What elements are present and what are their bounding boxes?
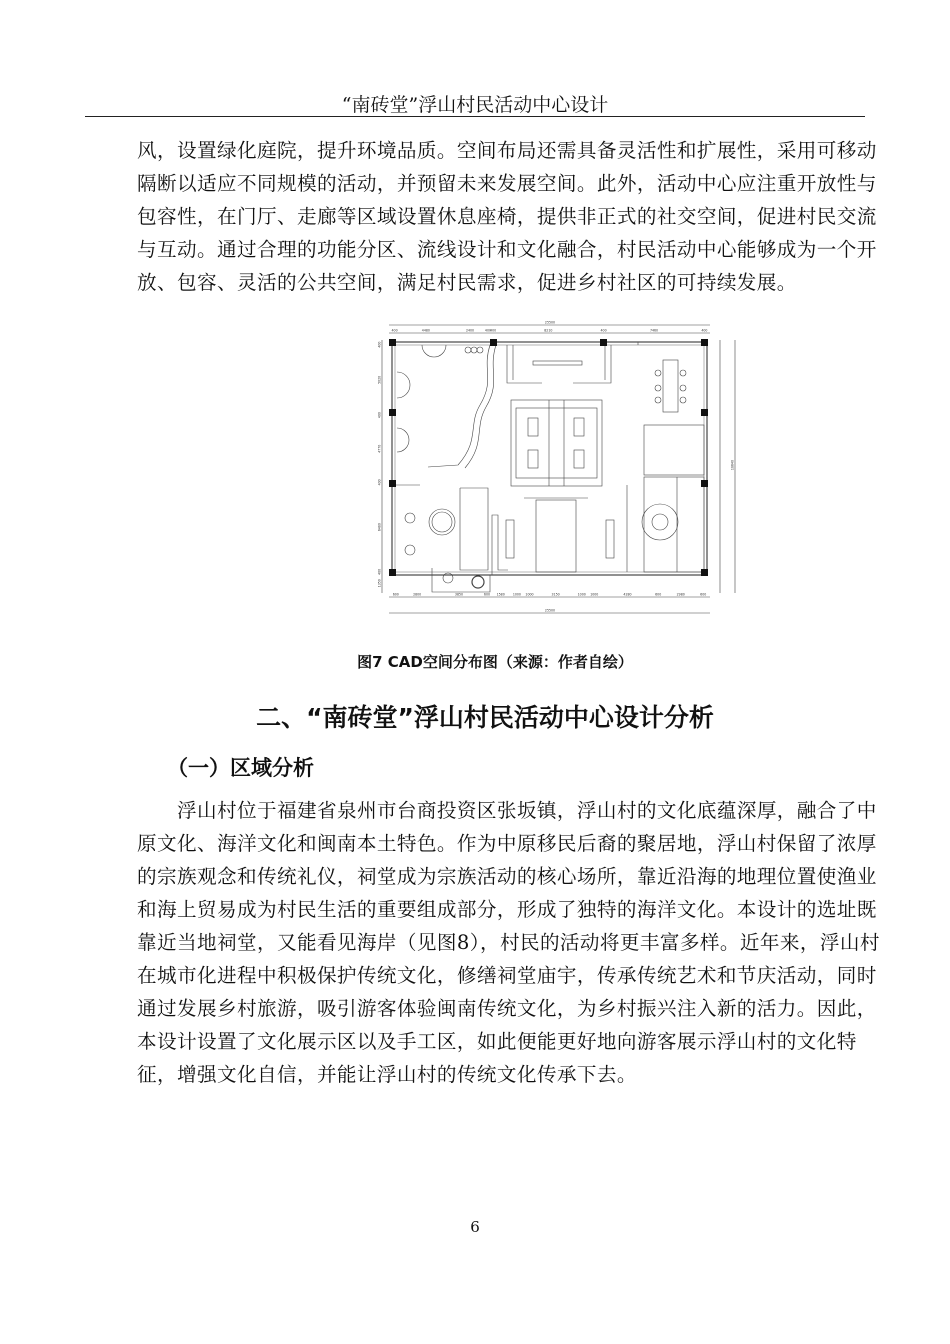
total-height-label: 18640 [730, 459, 735, 471]
dimension-label: 2800 [413, 592, 422, 597]
text-line: 通过发展乡村旅游，吸引游客体验闽南传统文化，为乡村振兴注入新的活力。因此， [137, 997, 877, 1020]
text-line: 和海上贸易成为村民生活的重要组成部分，形成了独特的海洋文化。本设计的选址既 [137, 898, 877, 921]
text-line: 风，设置绿化庭院，提升环境品质。空间布局还需具备灵活性和扩展性，采用可移动 [137, 139, 877, 162]
text-line: 浮山村位于福建省泉州市台商投资区张坂镇，浮山村的文化底蕴深厚，融合了中 [177, 799, 877, 822]
dimension-label: 400 [377, 568, 382, 575]
text-line: 包容性，在门厅、走廊等区域设置休息座椅，提供非正式的社交空间，促进村民交流 [137, 205, 877, 228]
text-line: 原文化、海洋文化和闽南本土特色。作为中原移民后裔的聚居地，浮山村保留了浓厚 [137, 832, 877, 855]
dimension-label: 600 [392, 592, 399, 597]
figure-caption: 图7 CAD空间分布图（来源：作者自绘） [357, 653, 633, 671]
page-number: 6 [470, 1218, 480, 1236]
dimension-label: 6480 [377, 523, 382, 532]
subsection-heading: （一）区域分析 [167, 756, 314, 780]
dimension-label: 2980 [676, 592, 685, 597]
header-rule [85, 116, 865, 117]
dimension-label: 400 [377, 479, 382, 486]
cad-floor-plan [370, 310, 740, 620]
dimension-label: 7460 [649, 328, 659, 333]
dimension-label: 400 [490, 328, 497, 333]
dimension-label: 4280 [623, 592, 632, 597]
dimension-label: 3850 [454, 592, 464, 597]
total-width-label: 25500 [544, 320, 556, 325]
dimension-label: 600 [700, 592, 707, 597]
dimension-label: 5020 [377, 375, 382, 384]
text-line: 本设计设置了文化展示区以及手工区，如此便能更好地向游客展示浮山村的文化特 [137, 1030, 857, 1053]
dimension-label: 2400 [465, 328, 475, 333]
text-line: 隔断以适应不同规模的活动，并预留未来发展空间。此外，活动中心应注重开放性与 [137, 172, 877, 195]
dimension-label: 1000 [525, 592, 534, 597]
dimension-label: 400 [391, 328, 398, 333]
text-line: 与互动。通过合理的功能分区、流线设计和文化融合，村民活动中心能够成为一个开 [137, 238, 877, 261]
total-width-label: 25500 [544, 608, 556, 613]
dimension-label: 8210 [544, 328, 553, 333]
dimension-label: 400 [600, 328, 607, 333]
dimension-label: 400 [377, 412, 382, 419]
dimension-label: 400 [377, 341, 382, 348]
text-line: 靠近当地祠堂，又能看见海岸（见图8），村民的活动将更丰富多样。近年来，浮山村 [137, 931, 880, 954]
dimension-label: 1000 [590, 592, 599, 597]
text-line: 在城市化进程中积极保护传统文化，修缮祠堂庙宇，传承传统艺术和节庆活动，同时 [137, 964, 877, 987]
dimension-label: 400 [484, 328, 492, 333]
dimension-label: 400 [701, 328, 708, 333]
dimension-label: 3150 [551, 592, 560, 597]
floor-plan-drawing [370, 310, 740, 620]
running-header: “南砖堂”浮山村民活动中心设计 [341, 94, 609, 116]
text-line: 的宗族观念和传统礼仪，祠堂成为宗族活动的核心场所，靠近沿海的地理位置使渔业 [137, 865, 877, 888]
dimension-label: 600 [655, 592, 662, 597]
dimension-label: 1350 [377, 579, 382, 588]
section-heading: 二、“南砖堂”浮山村民活动中心设计分析 [256, 703, 714, 732]
dimension-label: 1000 [512, 592, 521, 597]
dimension-label: 600 [483, 592, 491, 597]
dimension-label: 1000 [577, 592, 586, 597]
text-line: 征，增强文化自信，并能让浮山村的传统文化传承下去。 [137, 1063, 637, 1086]
text-line: 放、包容、灵活的公共空间，满足村民需求，促进乡村社区的可持续发展。 [137, 271, 797, 294]
dimension-label: 4770 [377, 444, 382, 453]
dimension-label: 1580 [496, 592, 505, 597]
dimension-label: 4480 [421, 328, 430, 333]
